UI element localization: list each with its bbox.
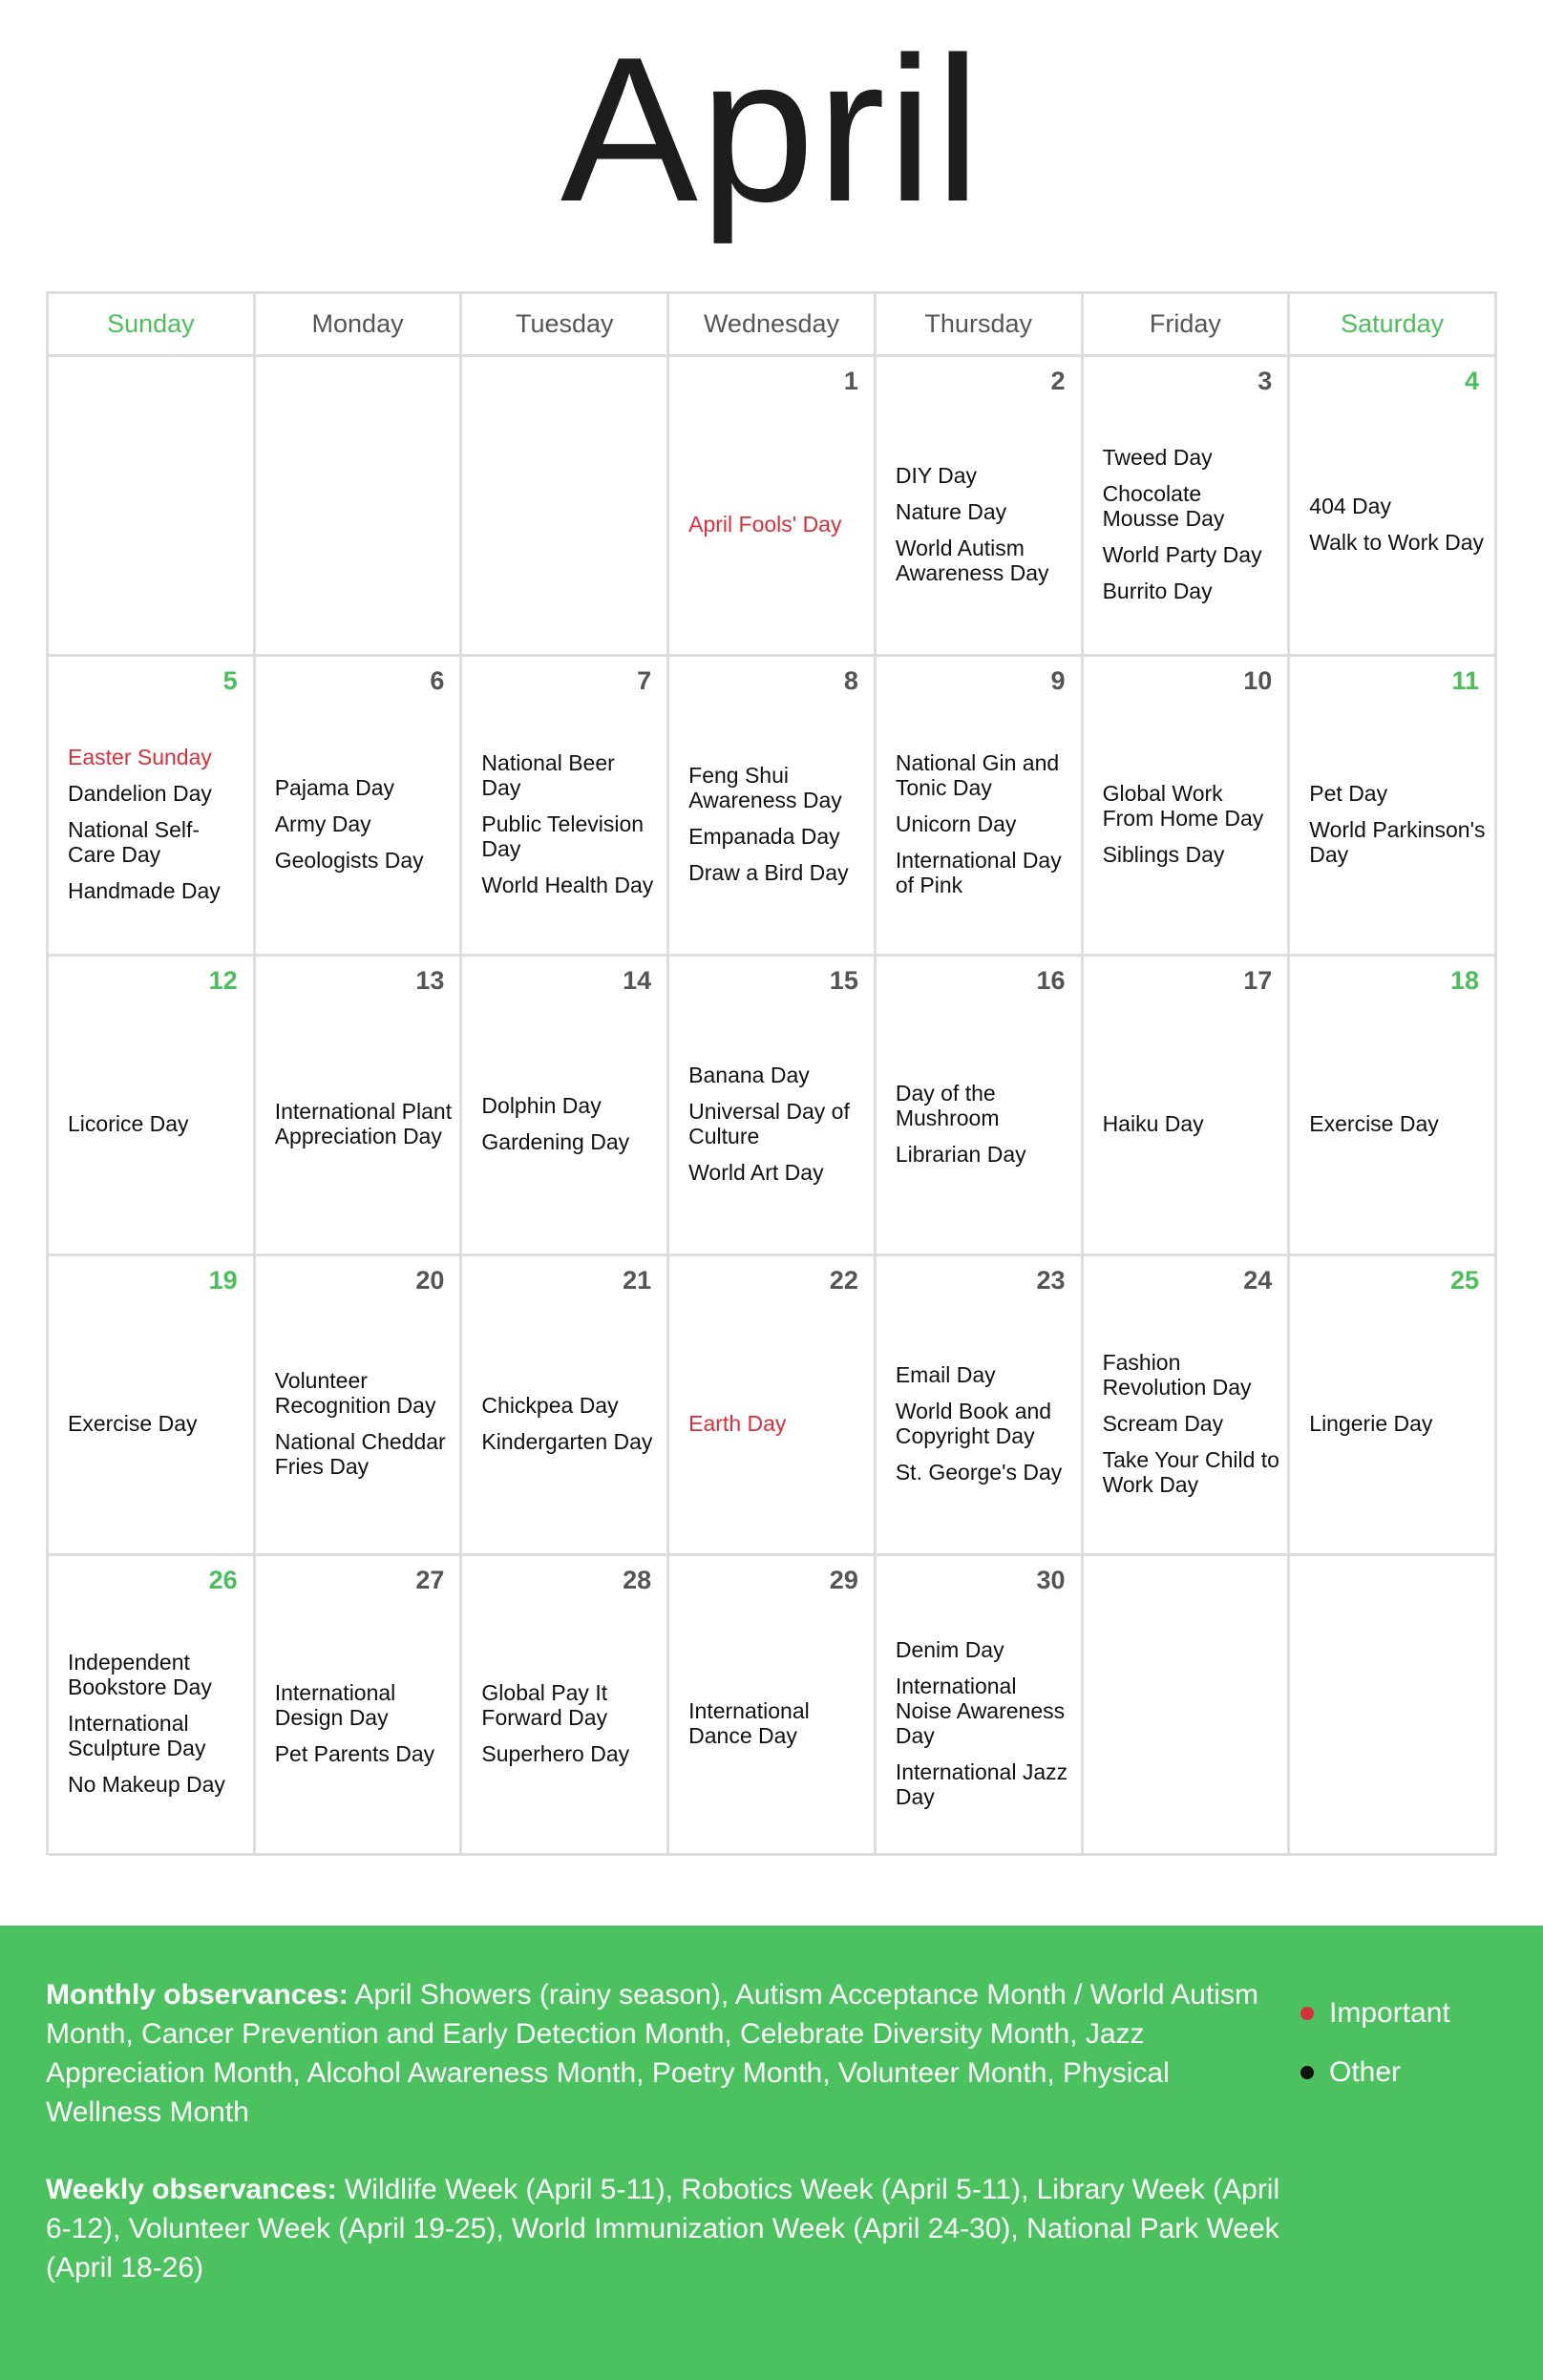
- day-cell-14: [462, 957, 669, 1256]
- event-item: Nature Day: [895, 498, 1007, 524]
- event-item: Global Pay It Forward Day: [481, 1679, 608, 1730]
- day-cell-3: [1084, 357, 1291, 657]
- important-dot-icon: [1300, 2007, 1314, 2020]
- legend-item-other: [1300, 2054, 1450, 2092]
- day-number: 27: [415, 1566, 445, 1594]
- event-list: [481, 701, 659, 946]
- event-item: Unicorn Day: [895, 811, 1017, 836]
- event-list: [1309, 701, 1487, 946]
- day-number: 28: [623, 1566, 652, 1594]
- day-number: 23: [1036, 1266, 1066, 1295]
- event-item: DIY Day: [895, 462, 978, 488]
- empty-day-cell: [49, 357, 256, 657]
- day-number: 11: [1451, 666, 1479, 695]
- event-list: [1103, 1000, 1280, 1246]
- day-cell-20: [256, 1256, 463, 1556]
- event-item: World Art Day: [688, 1159, 824, 1185]
- event-list: [896, 1300, 1073, 1546]
- day-cell-28: [462, 1556, 669, 1856]
- event-item: Chickpea Day: [481, 1392, 619, 1418]
- day-cell-17: [1084, 957, 1291, 1256]
- event-item: International Dance Day: [688, 1697, 810, 1748]
- day-cell-16: [877, 957, 1084, 1256]
- empty-day-cell: [256, 357, 463, 657]
- event-item: 404 Day: [1309, 493, 1391, 518]
- event-item: Empanada Day: [688, 823, 840, 849]
- event-item: Siblings Day: [1102, 841, 1225, 867]
- event-item: National Self-Care Day: [68, 816, 201, 867]
- day-cell-15: [669, 957, 877, 1256]
- event-list: [896, 1600, 1073, 1845]
- day-number: 2: [1050, 367, 1066, 395]
- event-item: International Jazz Day: [895, 1759, 1068, 1809]
- event-item: Day of the Mushroom: [895, 1080, 1000, 1130]
- day-cell-13: [256, 957, 463, 1256]
- event-item: International Design Day: [274, 1679, 396, 1730]
- event-item: Draw a Bird Day: [688, 859, 849, 885]
- weekday-header-saturday: Saturday: [1290, 294, 1497, 357]
- event-list: [1309, 401, 1487, 646]
- day-cell-6: [256, 657, 463, 957]
- day-number: 9: [1050, 666, 1066, 695]
- event-list: [1103, 701, 1280, 946]
- event-item: Global Work From Home Day: [1102, 780, 1264, 831]
- event-list: [688, 1300, 866, 1546]
- day-cell-21: [462, 1256, 669, 1556]
- day-number: 1: [843, 367, 858, 395]
- day-number: 26: [208, 1566, 238, 1594]
- event-item: Geologists Day: [274, 847, 424, 873]
- event-item: National Cheddar Fries Day: [274, 1428, 446, 1479]
- event-item: Haiku Day: [1102, 1110, 1204, 1136]
- event-list: [481, 1300, 659, 1546]
- day-number: 25: [1449, 1266, 1479, 1295]
- day-cell-23: [877, 1256, 1084, 1556]
- event-item: Exercise Day: [68, 1410, 198, 1436]
- event-item: Exercise Day: [1309, 1110, 1439, 1136]
- day-cell-18: [1290, 957, 1497, 1256]
- event-item: Gardening Day: [481, 1128, 630, 1154]
- weekly-observances: [46, 2170, 1287, 2287]
- event-item: International Plant Appreciation Day: [274, 1098, 453, 1148]
- event-item: Banana Day: [688, 1062, 810, 1087]
- day-number: 4: [1464, 367, 1479, 395]
- event-item: Licorice Day: [68, 1110, 189, 1136]
- day-cell-1: [669, 357, 877, 657]
- event-item: Earth Day: [688, 1410, 787, 1436]
- event-item: Handmade Day: [68, 877, 221, 903]
- event-item: Universal Day of Culture: [688, 1098, 850, 1148]
- event-item: Superhero Day: [481, 1740, 630, 1766]
- event-item: Pet Day: [1309, 780, 1388, 806]
- event-item: Email Day: [895, 1361, 996, 1387]
- day-cell-29: [669, 1556, 877, 1856]
- event-item: Scream Day: [1102, 1410, 1224, 1436]
- event-list: [1103, 401, 1280, 646]
- legend-label: Other: [1329, 2056, 1402, 2088]
- day-cell-4: [1290, 357, 1497, 657]
- event-list: [481, 1600, 659, 1845]
- event-item: Denim Day: [895, 1636, 1004, 1662]
- day-number: 13: [415, 966, 445, 995]
- day-number: 3: [1258, 367, 1273, 395]
- event-item: World Book and Copyright Day: [895, 1398, 1052, 1448]
- event-list: [275, 1600, 453, 1845]
- day-number: 12: [208, 966, 238, 995]
- monthly-observances-text: April Showers (rainy season), Autism Acceptance Month / World Autism Month, Cancer Prevention and Early Detection Month, Celebrate Diversity Month, Jazz Appreciation Month, Alcohol Awareness Month, Poetry Month, Volunteer Month, Physical Wellness Month: [46, 1979, 1258, 2128]
- event-list: [275, 1000, 453, 1246]
- event-list: [481, 1000, 659, 1246]
- event-list: [275, 1300, 453, 1546]
- day-number: 17: [1243, 966, 1273, 995]
- day-number: 29: [829, 1566, 858, 1594]
- weekday-header-monday: Monday: [256, 294, 463, 357]
- event-item: World Party Day: [1102, 541, 1262, 567]
- event-item: Dolphin Day: [481, 1092, 602, 1118]
- event-item: No Makeup Day: [68, 1771, 225, 1797]
- event-item: Feng Shui Awareness Day: [688, 762, 842, 812]
- day-number: 6: [430, 666, 445, 695]
- event-item: Pet Parents Day: [274, 1740, 435, 1766]
- weekday-header-tuesday: Tuesday: [462, 294, 669, 357]
- weekday-header-friday: Friday: [1084, 294, 1291, 357]
- day-number: 24: [1243, 1266, 1273, 1295]
- event-list: [275, 701, 453, 946]
- event-list: [896, 701, 1073, 946]
- event-item: Public Television Day: [481, 811, 645, 861]
- day-cell-8: [669, 657, 877, 957]
- day-number: 8: [843, 666, 858, 695]
- event-item: St. George's Day: [895, 1459, 1063, 1485]
- page-title: April: [560, 13, 983, 244]
- event-list: [688, 401, 866, 646]
- event-item: National Gin and Tonic Day: [895, 749, 1060, 800]
- day-cell-9: [877, 657, 1084, 957]
- day-number: 14: [623, 966, 652, 995]
- event-item: World Parkinson's Day: [1309, 816, 1486, 867]
- event-item: International Sculpture Day: [68, 1710, 206, 1760]
- day-cell-24: [1084, 1256, 1291, 1556]
- event-list: [68, 1000, 245, 1246]
- event-list: [896, 1000, 1073, 1246]
- legend-item-important: [1300, 1994, 1450, 2032]
- event-item: Fashion Revolution Day: [1102, 1349, 1252, 1400]
- weekday-header-sunday: Sunday: [49, 294, 256, 357]
- event-item: International Day of Pink: [895, 847, 1062, 897]
- day-number: 15: [829, 966, 858, 995]
- event-item: April Fools' Day: [688, 511, 842, 537]
- event-item: Volunteer Recognition Day: [274, 1367, 436, 1418]
- event-item: Tweed Day: [1102, 444, 1213, 470]
- day-cell-11: [1290, 657, 1497, 957]
- day-number: 16: [1036, 966, 1066, 995]
- event-list: [68, 1300, 245, 1546]
- day-cell-30: [877, 1556, 1084, 1856]
- event-list: [68, 701, 245, 946]
- event-item: Lingerie Day: [1309, 1410, 1433, 1436]
- event-item: Walk to Work Day: [1309, 529, 1485, 555]
- monthly-observances: [46, 1975, 1287, 2132]
- day-number: 22: [829, 1266, 858, 1295]
- day-cell-27: [256, 1556, 463, 1856]
- day-cell-10: [1084, 657, 1291, 957]
- other-dot-icon: [1300, 2066, 1314, 2079]
- event-item: Burrito Day: [1102, 578, 1213, 603]
- event-item: Independent Bookstore Day: [68, 1649, 212, 1699]
- empty-day-cell: [1084, 1556, 1291, 1856]
- event-item: Chocolate Mousse Day: [1102, 480, 1225, 531]
- event-item: Kindergarten Day: [481, 1428, 653, 1454]
- day-cell-12: [49, 957, 256, 1256]
- day-number: 20: [415, 1266, 445, 1295]
- day-number: 30: [1036, 1566, 1066, 1594]
- event-item: Army Day: [274, 811, 371, 836]
- day-number: 10: [1243, 666, 1273, 695]
- event-list: [1309, 1300, 1487, 1546]
- day-number: 5: [222, 666, 238, 695]
- empty-day-cell: [462, 357, 669, 657]
- event-item: World Health Day: [481, 872, 654, 897]
- event-list: [688, 701, 866, 946]
- calendar-grid: [46, 291, 1497, 1855]
- weekday-header-wednesday: Wednesday: [669, 294, 877, 357]
- event-item: International Noise Awareness Day: [895, 1673, 1066, 1748]
- event-list: [688, 1600, 866, 1845]
- day-cell-22: [669, 1256, 877, 1556]
- day-number: 19: [208, 1266, 238, 1295]
- event-list: [688, 1000, 866, 1246]
- event-list: [1309, 1000, 1487, 1246]
- day-cell-25: [1290, 1256, 1497, 1556]
- day-cell-19: [49, 1256, 256, 1556]
- event-list: [1103, 1300, 1280, 1546]
- day-number: 21: [623, 1266, 652, 1295]
- legend-label: Important: [1329, 1997, 1450, 2029]
- day-cell-2: [877, 357, 1084, 657]
- event-item: Take Your Child to Work Day: [1102, 1446, 1279, 1497]
- event-list: [68, 1600, 245, 1845]
- event-item: World Autism Awareness Day: [895, 535, 1049, 585]
- weekly-observances-text: Wildlife Week (April 5-11), Robotics Week (April 5-11), Library Week (April 6-12), Volunteer Week (April 19-25), World Immunization Week (April 24-30), National Park Week (April 18-26): [46, 2174, 1280, 2284]
- event-item: Easter Sunday: [68, 744, 212, 769]
- event-item: Dandelion Day: [68, 780, 212, 806]
- weekly-observances-label: Weekly observances:: [46, 2174, 337, 2205]
- day-cell-26: [49, 1556, 256, 1856]
- monthly-observances-label: Monthly observances:: [46, 1979, 349, 2011]
- event-list: [896, 401, 1073, 646]
- event-item: Pajama Day: [274, 774, 394, 800]
- observances-footer: [0, 1926, 1543, 2380]
- event-item: National Beer Day: [481, 749, 615, 800]
- day-number: 7: [637, 666, 652, 695]
- empty-day-cell: [1290, 1556, 1497, 1856]
- legend: [1300, 1994, 1450, 2113]
- weekday-header-thursday: Thursday: [877, 294, 1084, 357]
- day-number: 18: [1449, 966, 1479, 995]
- day-cell-5: [49, 657, 256, 957]
- event-item: Librarian Day: [895, 1141, 1026, 1167]
- day-cell-7: [462, 657, 669, 957]
